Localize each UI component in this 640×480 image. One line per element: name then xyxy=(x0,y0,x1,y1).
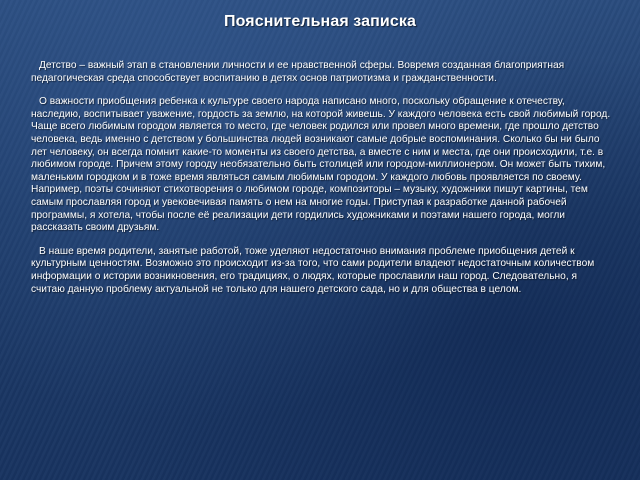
paragraph-2: О важности приобщения ребенка к культуре своего народа написано много, поскольку обращение к отечеству, наследию, воспитывает уважение, гордость за землю, на которой живешь. У каждого человека есть свой любимый город. Чаще всего любимым городом является то место, где человек родился или провел много времени, где прошло детство человека, ведь именно с детством у большинства людей возникают самые добрые воспоминания. Сколько бы ни было лет человеку, он всегда помнит какие-то моменты из своего детства, а вместе с ним и места, где они происходили, т.е. в любимом городе. Причем этому городу необязательно быть столицей или городом-миллионером. Он может быть тихим, маленьким городком и в тоже время являться самым любимым городом. У каждого любовь проявляется по своему. Например, поэты сочиняют стихотворения о любимом городе, композиторы – музыку, художники пишут картины, тем самым прославляя город и увековечивая память о нем на многие годы. Приступая к разработке данной рабочей программы, я хотела, чтобы после её реализации дети гордились художниками и поэтами нашего города, могли рассказать своим друзьям. xyxy=(31,96,611,234)
paragraph-1: Детство – важный этап в становлении личности и ее нравственной сферы. Вовремя созданная благоприятная педагогическая среда способствует воспитанию в детях основ патриотизма и гражданственности. xyxy=(31,60,565,84)
slide-title: Пояснительная записка xyxy=(224,13,416,30)
slide-body xyxy=(31,60,611,296)
paragraph-3: В наше время родители, занятые работой, тоже уделяют недостаточно внимания проблеме приобщения детей к культурным ценностям. Возможно это происходит из-за того, что сами родители владеют недостаточным количеством информации о истории возникновения, его традициях, о людях, которые прославили наш город. Следовательно, я считаю данную проблему актуальной не только для нашего детского сада, но и для общества в целом. xyxy=(31,245,595,295)
